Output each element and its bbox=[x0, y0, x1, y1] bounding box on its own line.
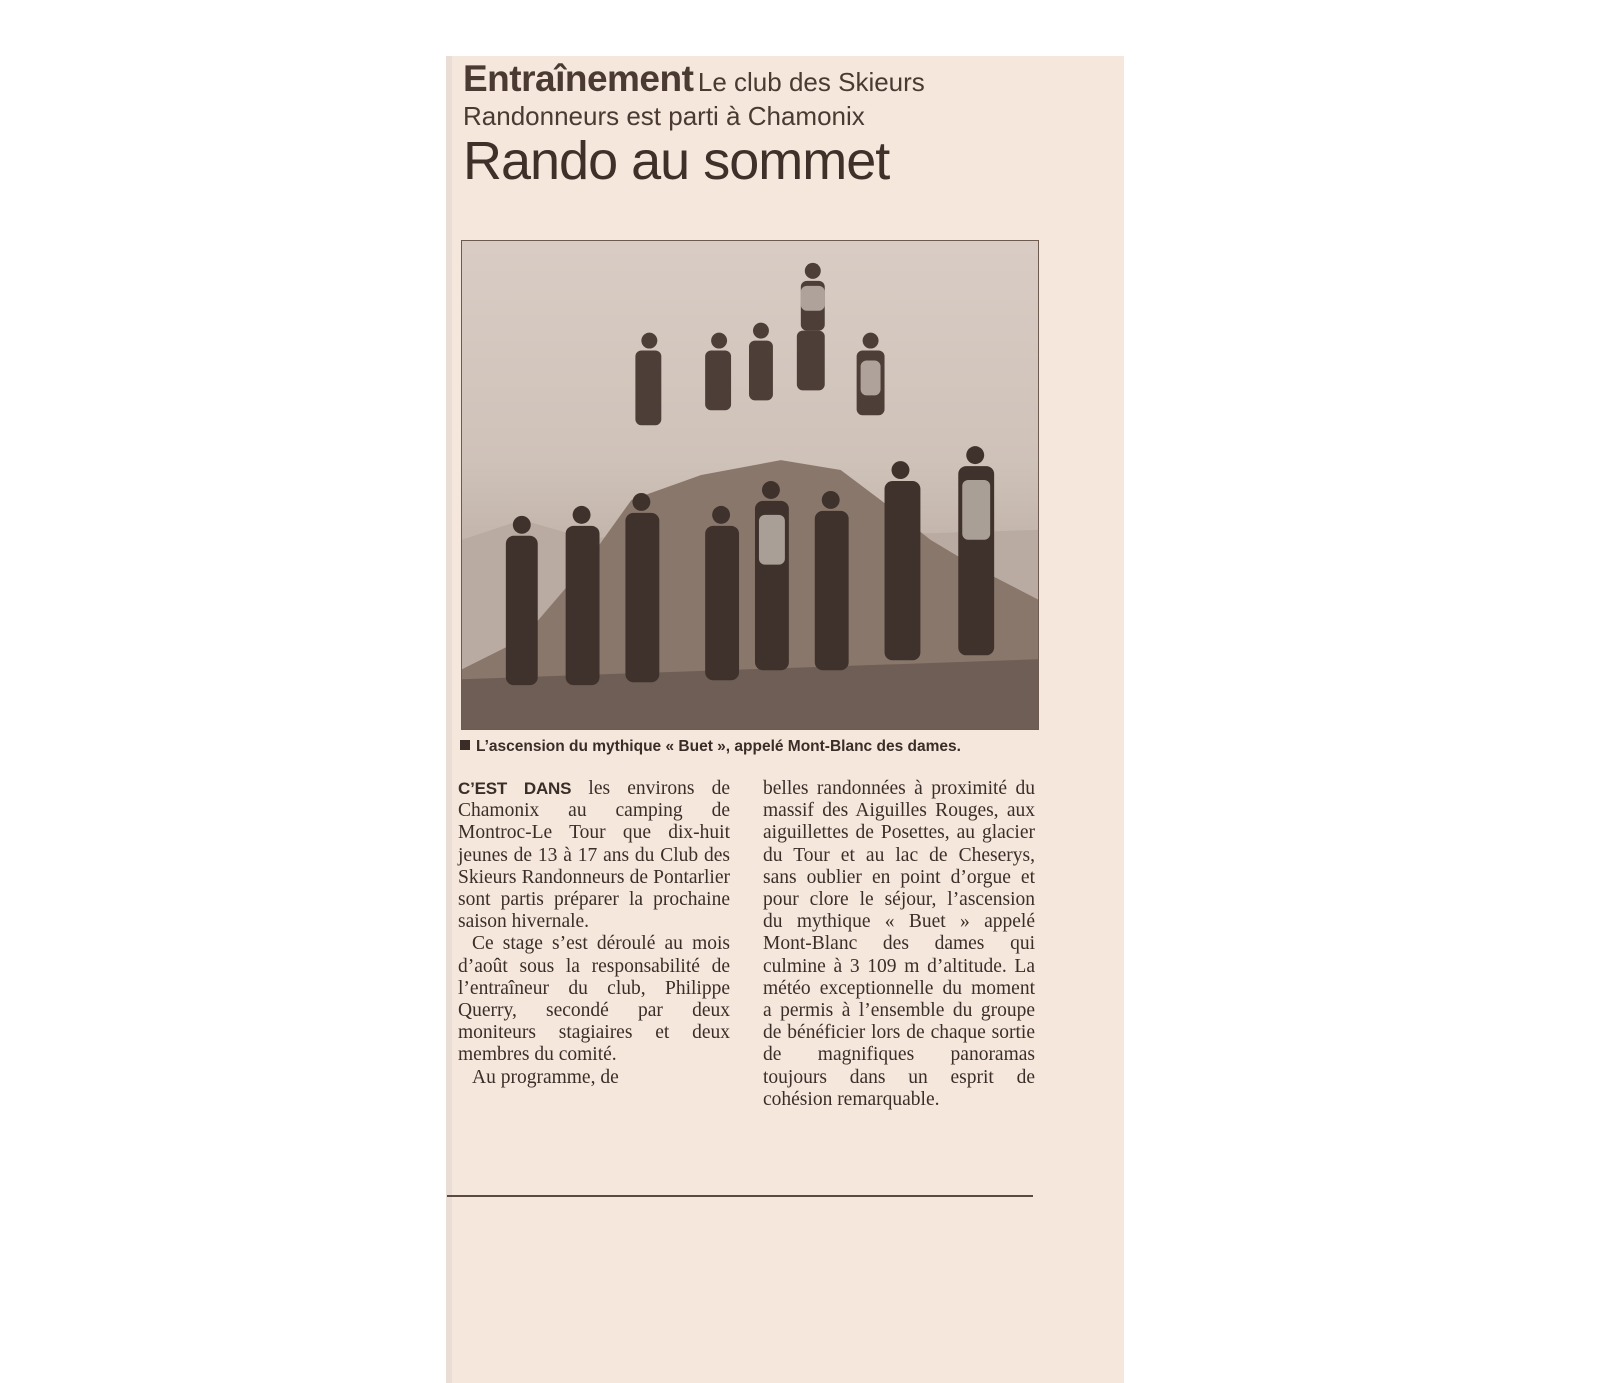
paragraph-3-continued bbox=[763, 778, 1035, 1155]
article-headline: Rando au sommet bbox=[463, 131, 890, 191]
summit-group-illustration bbox=[462, 241, 1038, 729]
article-kicker bbox=[463, 56, 1083, 133]
article-column-2 bbox=[763, 778, 1035, 1155]
caption-text: L’ascension du mythique « Buet », appelé Mont-Blanc des dames. bbox=[476, 738, 961, 755]
article-bottom-rule bbox=[447, 1195, 1033, 1197]
paragraph-2: Ce stage s’est déroulé au mois d’août sous la responsabilité de l’entraîneur du club, Philippe Querry, secondé par deux moniteurs stagiaires et deux membres du comité. bbox=[458, 933, 730, 1066]
article-column-1 bbox=[458, 778, 730, 1089]
photo-caption bbox=[460, 738, 961, 756]
paragraph-1 bbox=[458, 778, 730, 933]
kicker-text: Le club des Skieurs Randonneurs est parti à Chamonix bbox=[463, 67, 925, 132]
lead-in: C’EST DANS bbox=[458, 779, 572, 798]
caption-bullet bbox=[460, 740, 470, 750]
paragraph-3-flow: belles randonnées à proximité du massif des Aiguilles Rouges, aux aiguillettes de Posettes, au glacier du Tour et au lac de Cheserys, sans oublier en point d’orgue et pour clore le séjour, l’ascension du mythique « Buet » appelé Mont-Blanc des dames qui culmine à 3 109 m d’altitude. La météo exceptionnelle du moment a permis à l’ensemble du groupe de bénéficier lors de chaque sortie de magnifiques panoramas toujours dans un esprit de cohésion remarquable. bbox=[763, 778, 1035, 1110]
group-photo bbox=[461, 240, 1039, 730]
paragraph-3: Au programme, de bbox=[472, 1066, 619, 1088]
kicker-bold: Entraînement bbox=[463, 58, 694, 99]
paragraph-1-text: les environs de Chamonix au camping de Montroc-Le Tour que dix-huit jeunes de 13 à 17 ans du Club des Skieurs Randonneurs de Pontarlier sont partis préparer la prochaine saison hivernale. bbox=[458, 778, 730, 933]
